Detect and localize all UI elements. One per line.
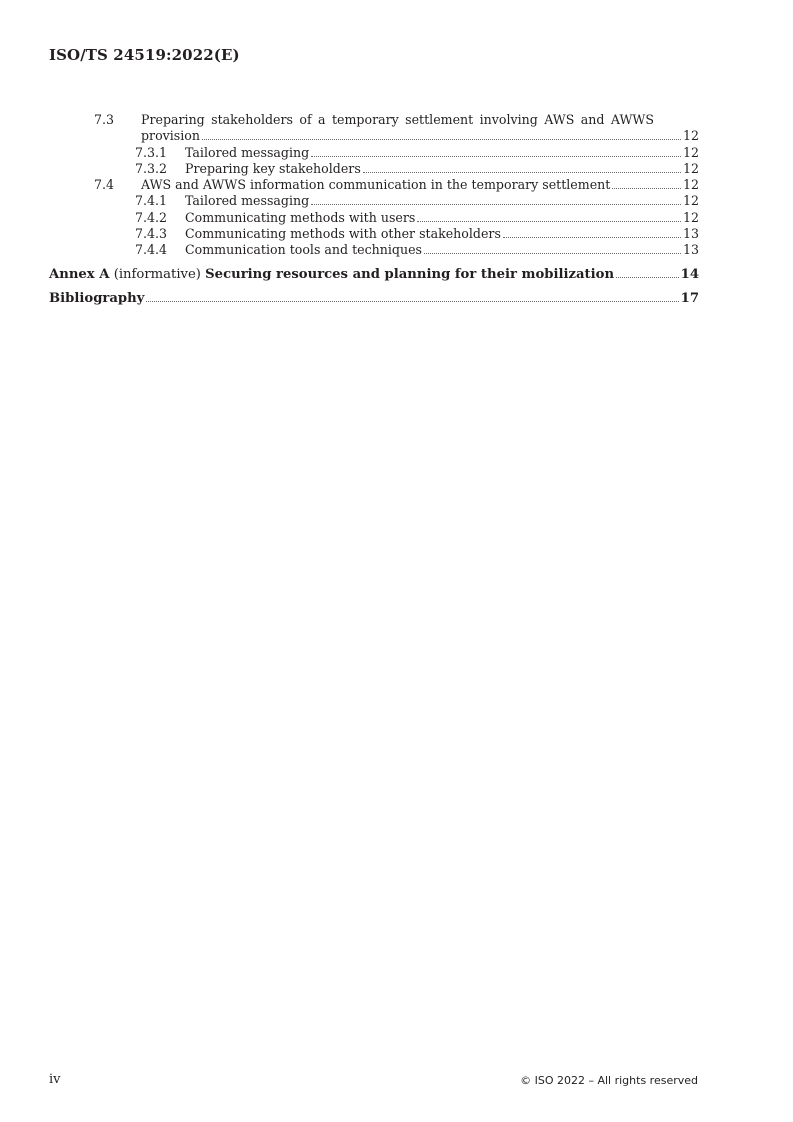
toc-leader <box>503 237 681 238</box>
toc-title: Communication tools and techniques <box>185 242 423 258</box>
toc-entry-7-4-2[interactable] <box>49 210 699 226</box>
toc-number: 7.3.1 <box>135 144 168 160</box>
toc-leader <box>311 156 681 157</box>
annex-type: (informative) <box>113 266 201 282</box>
toc-page: 12 <box>682 128 699 144</box>
copyright-notice: © ISO 2022 – All rights reserved <box>520 1074 698 1087</box>
toc-title: AWS and AWWS information communication in the temporary settlement <box>141 177 611 193</box>
page-number: iv <box>49 1072 61 1087</box>
toc-number: 7.3 <box>94 112 115 127</box>
annex-label: Annex A <box>49 266 110 282</box>
toc-page: 17 <box>680 290 699 306</box>
toc-title: provision <box>141 128 200 144</box>
toc-page: 14 <box>680 266 699 282</box>
toc-entry-7-4[interactable] <box>49 177 699 193</box>
toc-number: 7.4.4 <box>135 242 168 258</box>
toc-page: 13 <box>682 226 699 242</box>
toc-page: 12 <box>682 177 699 193</box>
toc-number: 7.4.3 <box>135 226 168 242</box>
toc-page: 12 <box>682 209 699 225</box>
toc-page: 13 <box>682 242 699 258</box>
toc-title: Bibliography <box>49 290 145 306</box>
toc-title: Tailored messaging <box>185 193 310 209</box>
toc-entry-7-3[interactable] <box>49 112 699 128</box>
toc-page: 12 <box>682 193 699 209</box>
toc-leader <box>202 139 681 140</box>
toc-entry-7-4-3[interactable] <box>49 226 699 242</box>
table-of-contents <box>49 112 699 307</box>
toc-leader <box>363 172 681 173</box>
toc-entry-7-3-1[interactable] <box>49 145 699 161</box>
toc-entry-7-3-cont[interactable] <box>49 128 699 144</box>
toc-entry-7-3-2[interactable] <box>49 161 699 177</box>
toc-title: Preparing key stakeholders <box>185 160 361 176</box>
toc-title: Preparing stakeholders of a temporary settlement involving AWS and AWWS <box>141 112 654 127</box>
toc-entry-bibliography[interactable] <box>49 290 699 307</box>
toc-leader <box>612 188 681 189</box>
toc-page: 12 <box>682 144 699 160</box>
toc-leader <box>616 277 679 278</box>
toc-number: 7.3.2 <box>135 160 168 176</box>
toc-leader <box>417 221 681 222</box>
toc-entry-7-4-1[interactable] <box>49 193 699 209</box>
toc-page: 12 <box>682 160 699 176</box>
toc-title: Communicating methods with other stakeholders <box>185 226 501 242</box>
annex-title: Securing resources and planning for their mobilization <box>205 266 615 282</box>
toc-leader <box>424 253 681 254</box>
toc-number: 7.4.2 <box>135 209 168 225</box>
toc-title: Communicating methods with users <box>185 209 416 225</box>
toc-number: 7.4.1 <box>135 193 168 209</box>
document-id: ISO/TS 24519:2022(E) <box>49 46 240 64</box>
toc-entry-7-4-4[interactable] <box>49 242 699 258</box>
toc-entry-annex-a[interactable] <box>49 266 699 283</box>
toc-leader <box>311 204 681 205</box>
toc-title: Tailored messaging <box>185 144 310 160</box>
toc-number: 7.4 <box>94 177 115 193</box>
toc-leader <box>146 301 678 302</box>
